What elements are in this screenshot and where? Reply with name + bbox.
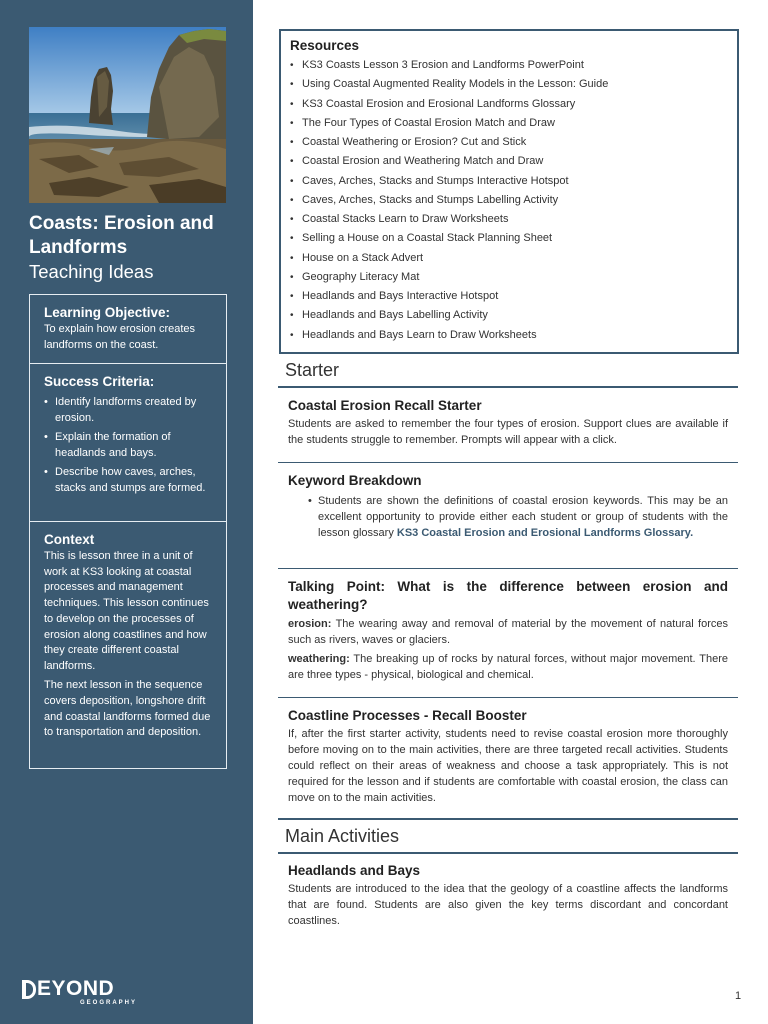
- success-criteria-list: [44, 395, 216, 496]
- resource-item[interactable]: • Headlands and Bays Labelling Activity: [290, 306, 728, 325]
- headlands-bays-text: Students are introduced to the idea that the geology of a coastline affects the landforms that are found. Students are also given the key terms discordant and concordant coastlines.: [288, 883, 728, 927]
- learning-objective-box: [29, 294, 227, 364]
- erosion-term: erosion:: [288, 618, 332, 630]
- erosion-definition: [288, 616, 728, 648]
- glossary-link-period: .: [690, 527, 694, 539]
- logo-b-icon: [22, 980, 36, 999]
- lesson-title-line2: Landforms: [29, 237, 128, 258]
- lesson-title-line1: Coasts: Erosion and: [29, 213, 214, 234]
- resources-box: [279, 29, 739, 354]
- starter-heading: Starter: [278, 358, 738, 388]
- context-box: [29, 521, 227, 769]
- beyond-geography-logo: [22, 978, 137, 1006]
- resource-item[interactable]: • Coastal Weathering or Erosion? Cut and Stick: [290, 133, 728, 152]
- recall-booster-text: If, after the first starter activity, students need to revise coastal erosion more thoroughly before moving on to the main activities, there are three targeted recall activities. Students could reflect on their areas of weakness and choose a task appropriately. This is not required for the lesson and if students are comfortable with coastal erosion, the class can move on to the main activities.: [288, 728, 728, 804]
- resource-item[interactable]: • Selling a House on a Coastal Stack Planning Sheet: [290, 229, 728, 248]
- recall-starter-text: Students are asked to remember the four types of erosion. Support clues are available if the students struggle to remember. Prompts will appear with a click.: [288, 418, 728, 446]
- main-activities-heading: Main Activities: [278, 818, 738, 854]
- weathering-term: weathering:: [288, 653, 350, 665]
- learning-objective-heading: Learning Objective:: [44, 305, 171, 320]
- resource-item[interactable]: • The Four Types of Coastal Erosion Match and Draw: [290, 114, 728, 133]
- success-criteria-item: • Explain the formation of headlands and bays.: [44, 430, 216, 461]
- resources-heading: Resources: [290, 38, 360, 53]
- recall-booster-title: Coastline Processes - Recall Booster: [288, 708, 527, 723]
- coastal-stack-photo: [29, 27, 226, 203]
- headlands-bays-title: Headlands and Bays: [288, 863, 421, 878]
- recall-starter-block: [278, 397, 738, 463]
- resource-item[interactable]: • House on a Stack Advert: [290, 249, 728, 268]
- success-criteria-item: • Describe how caves, arches, stacks and stumps are formed.: [44, 465, 216, 496]
- resource-item[interactable]: • Caves, Arches, Stacks and Stumps Interactive Hotspot: [290, 172, 728, 191]
- context-heading: Context: [44, 532, 95, 547]
- logo-subtext: GEOGRAPHY: [80, 1000, 138, 1006]
- context-paragraph-2: The next lesson in the sequence covers deposition, longshore drift and coastal landforms formed due to transportation and deposition.: [44, 679, 211, 739]
- glossary-link[interactable]: KS3 Coastal Erosion and Erosional Landforms Glossary: [396, 527, 691, 539]
- keyword-breakdown-title: Keyword Breakdown: [288, 473, 422, 488]
- lesson-subtitle: Teaching Ideas: [29, 261, 154, 282]
- weathering-definition: [288, 651, 728, 683]
- resources-list: [290, 56, 728, 345]
- keyword-breakdown-item: [308, 493, 728, 541]
- success-criteria-heading: Success Criteria:: [44, 374, 155, 389]
- headlands-bays-block: [278, 862, 738, 942]
- lesson-title: [29, 212, 244, 284]
- success-criteria-box: [29, 363, 227, 522]
- resource-item[interactable]: • Headlands and Bays Learn to Draw Worksheets: [290, 326, 728, 345]
- success-criteria-item: • Identify landforms created by erosion.: [44, 395, 216, 426]
- resource-item[interactable]: • Coastal Erosion and Weathering Match and Draw: [290, 152, 728, 171]
- keyword-breakdown-text: Students are shown the definitions of coastal erosion keywords. This may be an excellent opportunity to provide either each student or group of students with the lesson glossary: [318, 495, 728, 539]
- recall-starter-title: Coastal Erosion Recall Starter: [288, 398, 482, 413]
- logo-word: EYOND: [37, 977, 115, 1000]
- recall-booster-block: [278, 707, 738, 820]
- resource-item[interactable]: • Caves, Arches, Stacks and Stumps Labelling Activity: [290, 191, 728, 210]
- keyword-breakdown-list: [288, 493, 728, 541]
- resource-item[interactable]: • KS3 Coasts Lesson 3 Erosion and Landforms PowerPoint: [290, 56, 728, 75]
- talking-point-title: Talking Point: What is the difference between erosion and weathering?: [288, 579, 728, 612]
- resource-item[interactable]: • Coastal Stacks Learn to Draw Worksheets: [290, 210, 728, 229]
- learning-objective-text: To explain how erosion creates landforms on the coast.: [44, 323, 196, 351]
- resource-item[interactable]: • Headlands and Bays Interactive Hotspot: [290, 287, 728, 306]
- context-paragraph-1: This is lesson three in a unit of work at KS3 looking at coastal processes and management techniques. This lesson continues to develop on the processes of erosion along coastlines and how they create different coastal landforms.: [44, 550, 209, 672]
- keyword-breakdown-block: [278, 472, 738, 569]
- sidebar: [0, 0, 253, 1024]
- resource-item[interactable]: • KS3 Coastal Erosion and Erosional Landforms Glossary: [290, 95, 728, 114]
- resource-item[interactable]: • Geography Literacy Mat: [290, 268, 728, 287]
- weathering-text: The breaking up of rocks by natural forces, without major movement. There are three types - physical, biological and chemical.: [288, 653, 728, 681]
- talking-point-block: [278, 578, 738, 698]
- page-number: 1: [735, 990, 742, 1002]
- resource-item[interactable]: • Using Coastal Augmented Reality Models in the Lesson: Guide: [290, 75, 728, 94]
- erosion-text: The wearing away and removal of material by the movement of natural forces such as rivers, waves or glaciers.: [288, 618, 728, 646]
